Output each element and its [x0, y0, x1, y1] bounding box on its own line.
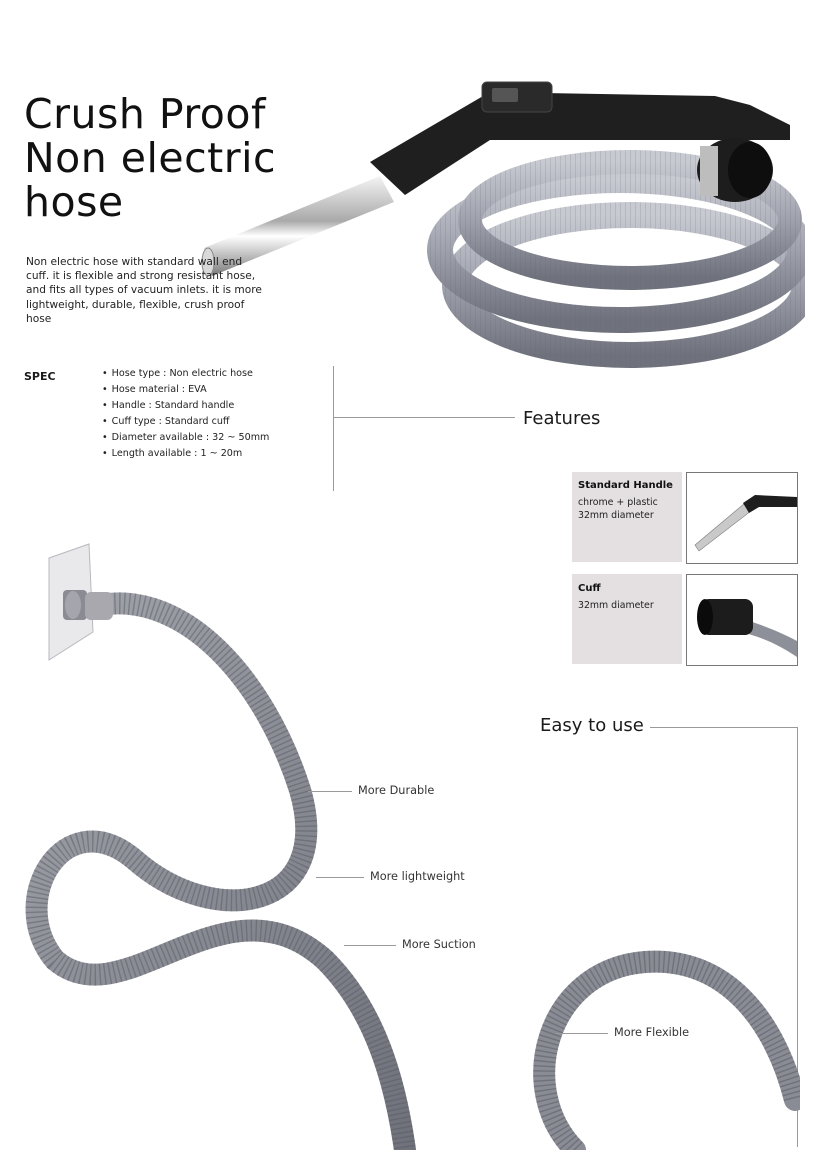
hose-curve-image	[525, 940, 800, 1150]
handle-thumbnail	[686, 472, 798, 564]
hero-hose-image	[190, 70, 805, 370]
callout-suction: More Suction	[402, 938, 476, 951]
callout-flexible: More Flexible	[614, 1026, 690, 1039]
feature-card-title: Cuff	[578, 583, 601, 594]
feature-card-line: chrome + plastic	[578, 497, 658, 508]
callout-durable: More Durable	[358, 784, 435, 797]
easy-to-use-heading: Easy to use	[540, 715, 644, 736]
feature-card-title: Standard Handle	[578, 480, 673, 491]
features-connector-line	[333, 417, 515, 418]
feature-card-line: 32mm diameter	[578, 600, 654, 611]
spec-item: • Length available : 1 ~ 20m	[102, 446, 269, 462]
spec-item: • Handle : Standard handle	[102, 398, 269, 414]
spec-divider-vertical	[333, 366, 334, 491]
spec-item: • Diameter available : 32 ~ 50mm	[102, 430, 269, 446]
feature-card-line: 32mm diameter	[578, 510, 654, 521]
title-line-1: Crush Proof	[24, 90, 266, 138]
cuff-thumbnail	[686, 574, 798, 666]
callout-line-flexible	[556, 1033, 608, 1034]
easy-connector-line	[650, 727, 797, 728]
spec-item: • Hose type : Non electric hose	[102, 366, 269, 382]
features-heading: Features	[523, 408, 601, 429]
callout-line-durable	[308, 791, 352, 792]
hose-loop-image	[15, 540, 435, 1150]
spec-label: SPEC	[24, 370, 56, 383]
spec-list	[102, 366, 269, 462]
spec-item: • Cuff type : Standard cuff	[102, 414, 269, 430]
callout-line-suction	[344, 945, 396, 946]
product-description: Non electric hose with standard wall end cuff. it is flexible and strong resistant hose, and fits all types of vacuum inlets. it is more lightweight, durable, flexible, crush proof hose	[26, 256, 262, 325]
title-line-3: hose	[24, 178, 124, 226]
spec-item: • Hose material : EVA	[102, 382, 269, 398]
callout-line-lightweight	[316, 877, 364, 878]
page-title	[24, 92, 276, 224]
title-line-2: Non electric	[24, 134, 277, 182]
callout-lightweight: More lightweight	[370, 870, 465, 883]
